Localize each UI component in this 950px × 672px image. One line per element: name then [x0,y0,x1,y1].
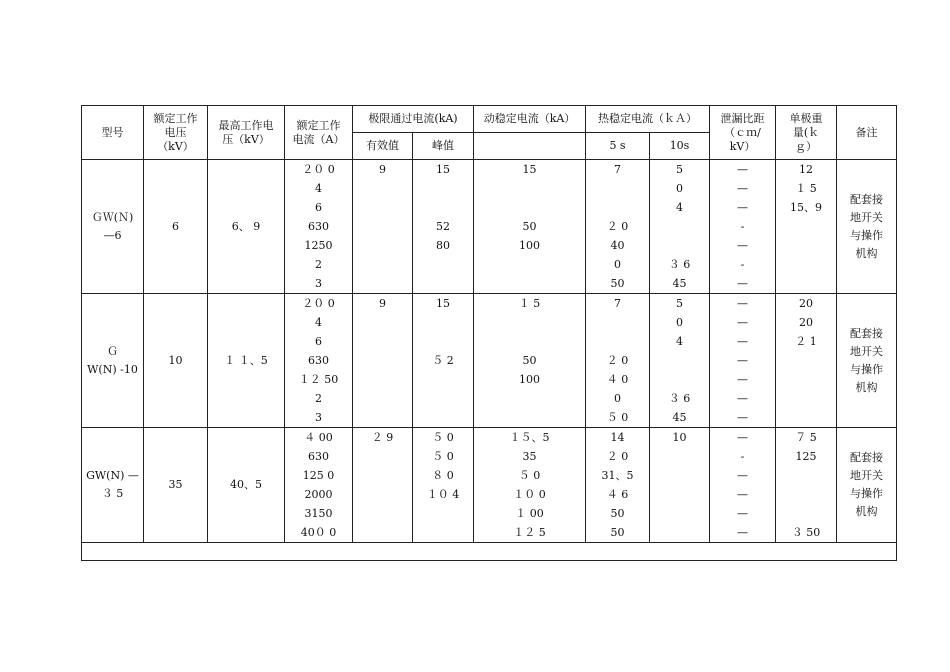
rated-current-cell [285,160,353,294]
weight-line [776,274,836,293]
weight-line [776,255,836,274]
creepage-line: - [740,258,745,271]
limit-peak-line: ５ 2 [432,354,454,367]
limit-peak-cell [413,294,474,428]
limit-peak-line [413,198,473,217]
dyn-current-line: 15 [522,163,537,176]
weight-line [776,351,836,370]
limit-rms-line [353,179,412,198]
creepage-line: - [740,450,745,463]
model-line: ３ 5 [101,487,124,500]
thermal-10s-line: 0 [676,182,684,195]
weight-line: 125 [795,450,817,463]
max-voltage-cell: 40、5 [208,428,285,543]
dyn-current-line [474,408,585,427]
header-model: 型号 [82,106,144,160]
limit-peak-line [413,523,473,542]
rated-current-cell [285,294,353,428]
rated-current-line: 40０ 0 [300,526,337,539]
table-row [82,294,897,428]
creepage-line: — [737,277,749,290]
limit-peak-line [413,504,473,523]
table-row [82,160,897,294]
thermal-5s-line: 40 [610,239,625,252]
thermal-5s-line: ４ 6 [606,488,629,501]
dyn-current-line [474,198,585,217]
rated-current-line: 2 [315,392,322,405]
dyn-current-cell [474,428,586,543]
dyn-current-line [474,179,585,198]
remarks-line: 地开关 [850,469,884,482]
thermal-10s-line [650,485,709,504]
header-rated-voltage: 额定工作 电压 （kV） [144,106,208,160]
weight-line: 20 [799,297,814,310]
dyn-current-cell [474,294,586,428]
creepage-line: — [737,239,749,252]
dyn-current-line [474,255,585,274]
rated-current-line: 630 [308,450,329,463]
limit-peak-line: ５ 0 [432,450,454,463]
header-thermal-10s: 10s [650,133,710,160]
weight-line: ３ 50 [791,526,821,539]
thermal-5s-line: 50 [610,526,625,539]
creepage-line: — [737,392,749,405]
dyn-current-cell [474,160,586,294]
limit-peak-line [413,389,473,408]
limit-peak-line: 80 [436,239,450,252]
model-cell [82,160,144,294]
thermal-5s-cell [586,294,650,428]
limit-rms-line [353,370,412,389]
creepage-line: — [737,354,749,367]
creepage-cell [710,160,776,294]
dyn-current-line: ５ 0 [518,469,541,482]
creepage-line: — [737,431,749,444]
rated-current-line: 1250 [304,239,333,252]
remarks-line: 机构 [855,246,878,260]
dyn-current-line [474,332,585,351]
limit-peak-line [413,408,473,427]
dyn-current-line: 100 [519,373,541,386]
limit-peak-line: １０ 4 [426,488,460,501]
thermal-5s-line [586,179,649,198]
thermal-10s-line: 4 [676,335,684,348]
limit-peak-line [413,370,473,389]
limit-peak-line: 15 [436,163,450,176]
thermal-5s-line: ４ 0 [606,373,629,386]
thermal-5s-line: 0 [614,392,622,405]
table-footer-row [82,543,897,561]
limit-rms-line [353,255,412,274]
dyn-current-line [474,274,585,293]
rated-current-line: 3 [315,277,322,290]
header-weight: 单极重 量(ｋ ｇ） [776,106,837,160]
creepage-line: — [737,335,749,348]
limit-rms-line [353,389,412,408]
remarks-line: 机构 [855,380,878,394]
rated-current-line: 3150 [304,507,333,520]
header-dyn-blank [474,133,586,160]
thermal-5s-line: ２ 0 [606,450,629,463]
thermal-5s-line: ２ 0 [606,220,629,233]
creepage-line: — [737,526,749,539]
thermal-5s-line: 7 [614,163,622,176]
weight-line [776,389,836,408]
limit-peak-line [413,313,473,332]
limit-rms-line [353,485,412,504]
rated-current-line: 3 [315,411,322,424]
creepage-line: — [737,488,749,501]
creepage-line: — [737,163,749,176]
thermal-10s-line: 5 [676,163,684,176]
dyn-current-line: 50 [522,220,537,233]
limit-rms-line [353,332,412,351]
dyn-current-line [474,389,585,408]
remarks-line: 地开关 [850,210,884,224]
header-max-voltage: 最高工作电 压（kV） [208,106,285,160]
rated-current-line: 125 0 [302,469,335,482]
weight-line: ７ 5 [795,431,817,444]
limit-rms-line [353,313,412,332]
dyn-current-line [474,313,585,332]
weight-line [776,466,836,485]
weight-cell [776,428,837,543]
weight-line: 15、9 [790,201,823,214]
rated-voltage-cell: 6 [144,160,208,294]
thermal-5s-line: 7 [614,297,622,310]
dyn-current-line: １０ 0 [513,488,546,501]
rated-voltage-cell: 10 [144,294,208,428]
thermal-10s-line: 0 [676,316,684,329]
creepage-line: - [740,220,745,233]
creepage-line: — [737,373,749,386]
remarks-cell [837,428,897,543]
limit-peak-cell [413,428,474,543]
rated-voltage-cell: 35 [144,428,208,543]
limit-rms-line [353,274,412,293]
dyn-current-line: １２ 5 [513,526,546,539]
weight-line [776,408,836,427]
dyn-current-line: 100 [519,239,541,252]
thermal-10s-line [650,217,709,236]
weight-line: １ 5 [795,182,817,195]
creepage-line: — [737,201,749,214]
remarks-line: 与操作 [850,487,884,500]
weight-cell [776,294,837,428]
thermal-10s-line: 45 [672,277,687,290]
remarks-line: 配套接 [850,192,884,206]
max-voltage-cell: １ １、5 [208,294,285,428]
rated-current-line: ２０ 0 [302,163,335,176]
limit-rms-line [353,523,412,542]
model-line: Ｇ [107,344,118,358]
thermal-5s-line [586,332,649,351]
limit-rms-cell [353,294,413,428]
dyn-current-line: １ 5 [518,297,541,310]
creepage-line: — [737,297,749,310]
limit-rms-cell [353,428,413,543]
limit-peak-line: ８ 0 [432,469,454,482]
header-dyn-current: 动稳定电流（kA） [474,106,586,133]
thermal-5s-line: 50 [610,507,625,520]
thermal-10s-line [650,351,709,370]
rated-current-line: ２０ 0 [302,297,335,310]
thermal-5s-line: 0 [614,258,622,271]
thermal-5s-line [586,198,649,217]
rated-current-line: 6 [315,201,322,214]
rated-current-line: 4 [315,316,322,329]
model-cell [82,428,144,543]
header-thermal-5s: 5 s [586,133,650,160]
remarks-line: 与操作 [850,228,884,242]
weight-line [776,504,836,523]
table-row [82,428,897,543]
limit-rms-line [353,447,412,466]
limit-peak-line: ５ 0 [432,431,454,444]
limit-rms-line [353,236,412,255]
weight-line [776,236,836,255]
header-creepage: 泄漏比距 （ｃｍ/ kV） [710,106,776,160]
thermal-5s-line: 50 [610,277,625,290]
dyn-current-line: 50 [522,354,537,367]
remarks-line: 配套接 [850,326,884,340]
model-cell [82,294,144,428]
remarks-line: 地开关 [850,344,884,358]
model-line: ＧＷ(Ｎ) [91,210,134,224]
limit-rms-line [353,217,412,236]
limit-peak-line: 15 [436,297,450,310]
limit-rms-line: ２ 9 [371,431,394,444]
thermal-5s-line: 14 [610,431,625,444]
limit-rms-line [353,198,412,217]
rated-current-line: 630 [308,220,329,233]
creepage-cell [710,428,776,543]
limit-rms-line: 9 [379,163,386,176]
creepage-line: — [737,507,749,520]
rated-current-line: 4 [315,182,322,195]
thermal-10s-line: 4 [676,201,684,214]
rated-current-cell [285,428,353,543]
limit-peak-line [413,332,473,351]
header-limit-peak: 峰值 [413,133,474,160]
dyn-current-line: 35 [522,450,537,463]
dyn-current-line: １５、5 [509,431,550,444]
thermal-10s-line [650,466,709,485]
limit-peak-line [413,274,473,293]
thermal-10s-line [650,370,709,389]
limit-peak-line [413,255,473,274]
rated-current-line: 2000 [304,488,333,501]
remarks-line: 与操作 [850,362,884,376]
model-line: GW(N) — [86,469,139,482]
creepage-cell [710,294,776,428]
header-thermal-current: 热稳定电流（ｋＡ） [586,106,710,133]
thermal-10s-line: 5 [676,297,684,310]
limit-rms-line: 9 [379,297,386,310]
weight-line: 12 [799,163,814,176]
limit-rms-line [353,351,412,370]
limit-rms-line [353,504,412,523]
weight-line: 20 [799,316,814,329]
remarks-line: 机构 [855,505,878,518]
thermal-10s-line [650,236,709,255]
rated-current-line: 2 [315,258,322,271]
header-limit-current: 极限通过电流(kA) [353,106,474,133]
dyn-current-line: １ 00 [515,507,544,520]
header-limit-rms: 有效值 [353,133,413,160]
thermal-5s-cell [586,160,650,294]
thermal-10s-cell [650,160,710,294]
thermal-10s-line: ３ 6 [668,258,691,271]
model-line: —6 [103,228,122,242]
header-remarks: 备注 [837,106,897,160]
weight-line: ２ 1 [795,335,817,348]
footer-empty-cell [82,543,897,561]
remarks-cell [837,160,897,294]
model-line: W(N) -10 [87,362,138,376]
max-voltage-cell: 6、 9 [208,160,285,294]
thermal-10s-line: 45 [672,411,687,424]
thermal-10s-line [650,447,709,466]
thermal-5s-cell [586,428,650,543]
thermal-5s-line: ５ 0 [606,411,629,424]
thermal-10s-cell [650,294,710,428]
rated-current-line: １２ 50 [298,373,339,386]
remarks-cell [837,294,897,428]
rated-current-line: 630 [308,354,329,367]
thermal-10s-line [650,523,709,542]
creepage-line: — [737,411,749,424]
creepage-line: — [737,469,749,482]
rated-current-line: 6 [315,335,322,348]
switch-spec-table [81,105,897,561]
thermal-5s-line: ２ 0 [606,354,629,367]
weight-line [776,217,836,236]
limit-rms-cell [353,160,413,294]
thermal-5s-line [586,313,649,332]
limit-rms-line [353,466,412,485]
thermal-10s-line [650,504,709,523]
limit-rms-line [353,408,412,427]
thermal-10s-cell [650,428,710,543]
rated-current-line: ４ 00 [304,431,333,444]
thermal-10s-line: 10 [672,431,687,444]
limit-peak-cell [413,160,474,294]
creepage-line: — [737,316,749,329]
thermal-10s-line: ３ 6 [668,392,691,405]
creepage-line: — [737,182,749,195]
weight-cell [776,160,837,294]
remarks-line: 配套接 [850,451,884,464]
header-rated-current: 额定工作 电流（A） [285,106,353,160]
weight-line [776,370,836,389]
weight-line [776,485,836,504]
limit-peak-line [413,179,473,198]
thermal-5s-line: 31、5 [601,469,634,482]
limit-peak-line: 52 [436,220,450,233]
